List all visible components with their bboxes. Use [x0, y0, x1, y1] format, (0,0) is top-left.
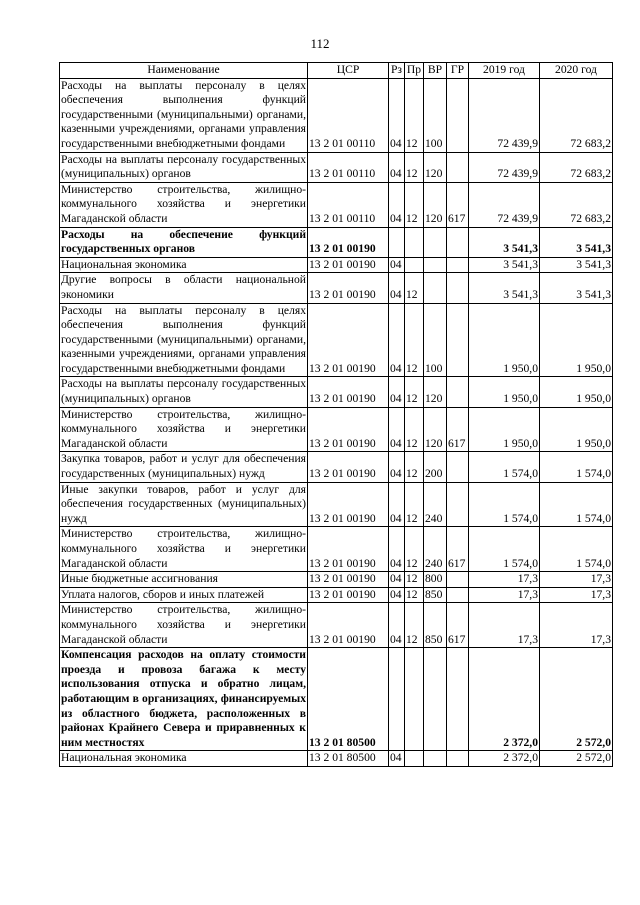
cell-pr: 12 [405, 273, 424, 303]
table-row [60, 482, 613, 527]
table-row [60, 227, 613, 257]
cell-2019: 1 950,0 [469, 303, 540, 377]
cell-2020: 17,3 [540, 603, 613, 648]
header-row [60, 63, 613, 79]
cell-2019: 17,3 [469, 587, 540, 603]
table-row [60, 303, 613, 377]
cell-2020: 17,3 [540, 572, 613, 588]
table-row [60, 152, 613, 182]
cell-name: Министерство строительства, жилищно-коммунального хозяйства и энергетики Магаданской области [60, 407, 308, 452]
cell-2020: 3 541,3 [540, 227, 613, 257]
cell-2020: 1 950,0 [540, 303, 613, 377]
cell-gr [447, 751, 469, 767]
cell-vr: 100 [424, 78, 447, 152]
cell-rz: 04 [389, 482, 405, 527]
cell-2019: 72 439,9 [469, 78, 540, 152]
cell-vr [424, 751, 447, 767]
cell-pr: 12 [405, 377, 424, 407]
cell-csr: 13 2 01 00190 [308, 377, 389, 407]
cell-pr [405, 257, 424, 273]
cell-name: Министерство строительства, жилищно-коммунального хозяйства и энергетики Магаданской области [60, 527, 308, 572]
cell-2020: 1 574,0 [540, 452, 613, 482]
cell-name: Уплата налогов, сборов и иных платежей [60, 587, 308, 603]
cell-csr: 13 2 01 00190 [308, 452, 389, 482]
cell-name: Иные закупки товаров, работ и услуг для обеспечения государственных (муниципальных) нужд [60, 482, 308, 527]
cell-pr: 12 [405, 78, 424, 152]
cell-rz: 04 [389, 572, 405, 588]
cell-2020: 72 683,2 [540, 78, 613, 152]
cell-vr: 200 [424, 452, 447, 482]
cell-rz: 04 [389, 452, 405, 482]
cell-rz: 04 [389, 273, 405, 303]
cell-name: Министерство строительства, жилищно-коммунального хозяйства и энергетики Магаданской области [60, 182, 308, 227]
cell-vr: 800 [424, 572, 447, 588]
cell-csr: 13 2 01 80500 [308, 648, 389, 751]
cell-2020: 17,3 [540, 587, 613, 603]
cell-name: Закупка товаров, работ и услуг для обеспечения государственных (муниципальных) нужд [60, 452, 308, 482]
cell-name: Национальная экономика [60, 257, 308, 273]
table-row [60, 572, 613, 588]
table-row [60, 527, 613, 572]
cell-rz: 04 [389, 603, 405, 648]
cell-name: Расходы на выплаты персоналу государственных (муниципальных) органов [60, 152, 308, 182]
cell-2019: 2 372,0 [469, 751, 540, 767]
cell-rz: 04 [389, 152, 405, 182]
cell-csr: 13 2 01 00190 [308, 273, 389, 303]
cell-csr: 13 2 01 00190 [308, 227, 389, 257]
cell-pr: 12 [405, 572, 424, 588]
cell-gr [447, 227, 469, 257]
cell-2019: 2 372,0 [469, 648, 540, 751]
cell-gr [447, 587, 469, 603]
cell-name: Расходы на выплаты персоналу в целях обеспечения выполнения функций государственными (муниципальными) органами, казенными учреждениями, органами управления государственными внебюджетными фондами [60, 303, 308, 377]
header-rz: Рз [389, 63, 405, 79]
cell-2019: 1 574,0 [469, 527, 540, 572]
header-2019: 2019 год [469, 63, 540, 79]
cell-rz: 04 [389, 407, 405, 452]
cell-name: Национальная экономика [60, 751, 308, 767]
cell-gr: 617 [447, 182, 469, 227]
cell-vr [424, 648, 447, 751]
cell-gr [447, 257, 469, 273]
table-row [60, 257, 613, 273]
cell-gr: 617 [447, 527, 469, 572]
cell-csr: 13 2 01 80500 [308, 751, 389, 767]
budget-table [59, 62, 613, 767]
table-row [60, 452, 613, 482]
cell-2020: 72 683,2 [540, 152, 613, 182]
table-row [60, 587, 613, 603]
cell-csr: 13 2 01 00190 [308, 527, 389, 572]
cell-2020: 1 950,0 [540, 407, 613, 452]
table-body [60, 78, 613, 766]
cell-pr: 12 [405, 587, 424, 603]
cell-pr: 12 [405, 407, 424, 452]
cell-2019: 3 541,3 [469, 273, 540, 303]
cell-2019: 1 950,0 [469, 407, 540, 452]
cell-csr: 13 2 01 00110 [308, 78, 389, 152]
cell-2020: 2 572,0 [540, 751, 613, 767]
cell-rz: 04 [389, 257, 405, 273]
cell-gr [447, 273, 469, 303]
cell-vr [424, 273, 447, 303]
cell-gr [447, 482, 469, 527]
cell-2019: 1 574,0 [469, 452, 540, 482]
header-vr: ВР [424, 63, 447, 79]
table-row [60, 377, 613, 407]
cell-2019: 17,3 [469, 603, 540, 648]
cell-2020: 3 541,3 [540, 257, 613, 273]
cell-vr: 120 [424, 377, 447, 407]
cell-2020: 3 541,3 [540, 273, 613, 303]
cell-csr: 13 2 01 00110 [308, 152, 389, 182]
cell-name: Компенсация расходов на оплату стоимости проезда и провоза багажа к месту использования отпуска и обратно лицам, работающим в организациях, финансируемых из областного бюджета, расположенных в районах Крайнего Севера и приравненных к ним местностях [60, 648, 308, 751]
cell-gr: 617 [447, 407, 469, 452]
cell-2019: 3 541,3 [469, 227, 540, 257]
cell-2020: 72 683,2 [540, 182, 613, 227]
cell-2020: 1 574,0 [540, 482, 613, 527]
cell-rz: 04 [389, 78, 405, 152]
page-number: 112 [310, 36, 330, 51]
cell-vr [424, 257, 447, 273]
cell-pr: 12 [405, 182, 424, 227]
cell-rz: 04 [389, 303, 405, 377]
cell-2019: 3 541,3 [469, 257, 540, 273]
cell-csr: 13 2 01 00190 [308, 482, 389, 527]
cell-vr: 850 [424, 587, 447, 603]
cell-rz: 04 [389, 751, 405, 767]
cell-pr: 12 [405, 152, 424, 182]
cell-2019: 1 950,0 [469, 377, 540, 407]
cell-2019: 72 439,9 [469, 152, 540, 182]
cell-csr: 13 2 01 00190 [308, 257, 389, 273]
cell-gr [447, 377, 469, 407]
cell-vr: 240 [424, 482, 447, 527]
cell-2019: 72 439,9 [469, 182, 540, 227]
cell-2019: 17,3 [469, 572, 540, 588]
cell-2020: 1 574,0 [540, 527, 613, 572]
cell-pr [405, 751, 424, 767]
cell-name: Иные бюджетные ассигнования [60, 572, 308, 588]
cell-name: Другие вопросы в области национальной экономики [60, 273, 308, 303]
cell-pr: 12 [405, 482, 424, 527]
cell-vr: 120 [424, 152, 447, 182]
cell-2019: 1 574,0 [469, 482, 540, 527]
cell-gr [447, 648, 469, 751]
cell-vr [424, 227, 447, 257]
cell-rz: 04 [389, 377, 405, 407]
cell-csr: 13 2 01 00190 [308, 587, 389, 603]
table-row [60, 78, 613, 152]
header-name: Наименование [60, 63, 308, 79]
table-row [60, 407, 613, 452]
cell-name: Расходы на выплаты персоналу государственных (муниципальных) органов [60, 377, 308, 407]
cell-rz: 04 [389, 182, 405, 227]
cell-name: Расходы на выплаты персоналу в целях обеспечения выполнения функций государственными (муниципальными) органами, казенными учреждениями, органами управления государственными внебюджетными фондами [60, 78, 308, 152]
cell-vr: 240 [424, 527, 447, 572]
table-row [60, 182, 613, 227]
cell-rz [389, 648, 405, 751]
cell-gr [447, 78, 469, 152]
cell-pr [405, 227, 424, 257]
cell-2020: 1 950,0 [540, 377, 613, 407]
header-2020: 2020 год [540, 63, 613, 79]
table-row [60, 603, 613, 648]
cell-csr: 13 2 01 00190 [308, 303, 389, 377]
table-row [60, 751, 613, 767]
cell-csr: 13 2 01 00190 [308, 572, 389, 588]
header-pr: Пр [405, 63, 424, 79]
cell-rz: 04 [389, 527, 405, 572]
cell-rz: 04 [389, 587, 405, 603]
table-row [60, 648, 613, 751]
cell-gr [447, 452, 469, 482]
cell-gr [447, 152, 469, 182]
cell-rz [389, 227, 405, 257]
cell-csr: 13 2 01 00110 [308, 182, 389, 227]
cell-gr [447, 572, 469, 588]
cell-vr: 120 [424, 407, 447, 452]
cell-2020: 2 572,0 [540, 648, 613, 751]
cell-pr [405, 648, 424, 751]
table-row [60, 273, 613, 303]
cell-pr: 12 [405, 452, 424, 482]
header-csr: ЦСР [308, 63, 389, 79]
cell-pr: 12 [405, 603, 424, 648]
cell-name: Расходы на обеспечение функций государственных органов [60, 227, 308, 257]
cell-vr: 120 [424, 182, 447, 227]
cell-name: Министерство строительства, жилищно-коммунального хозяйства и энергетики Магаданской области [60, 603, 308, 648]
header-gr: ГР [447, 63, 469, 79]
cell-csr: 13 2 01 00190 [308, 603, 389, 648]
cell-csr: 13 2 01 00190 [308, 407, 389, 452]
cell-gr [447, 303, 469, 377]
cell-vr: 100 [424, 303, 447, 377]
cell-gr: 617 [447, 603, 469, 648]
cell-vr: 850 [424, 603, 447, 648]
cell-pr: 12 [405, 527, 424, 572]
cell-pr: 12 [405, 303, 424, 377]
